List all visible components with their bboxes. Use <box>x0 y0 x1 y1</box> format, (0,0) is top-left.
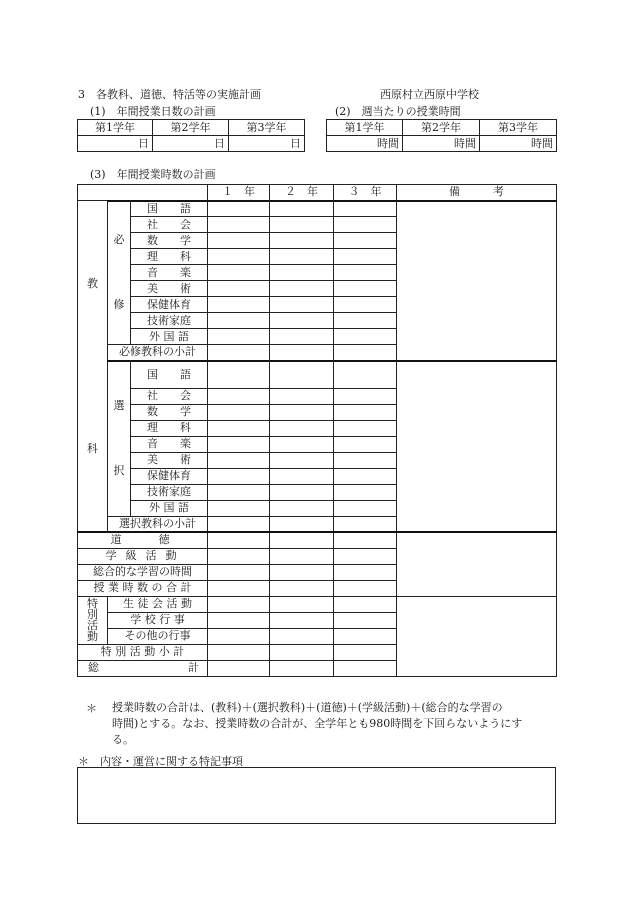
weekly-hours-title: (2) 週当たりの授業時間 <box>335 105 461 118</box>
hours-input-cell[interactable] <box>208 233 270 249</box>
section-heading: 3 各教科、道徳、特活等の実施計画 <box>78 88 261 101</box>
hours-input-cell[interactable] <box>270 313 334 329</box>
hours-input-cell[interactable] <box>334 516 397 532</box>
grade-header: 第1学年 <box>78 120 153 136</box>
grand-total-label: 総 計 <box>78 660 208 676</box>
subject-label: 音 楽 <box>131 436 208 452</box>
hours-input-cell[interactable] <box>270 500 334 516</box>
col-header-remarks: 備 考 <box>397 185 557 201</box>
hours-input-cell[interactable] <box>270 452 334 468</box>
hours-cell[interactable] <box>403 136 480 152</box>
annual-hours-table <box>77 184 557 677</box>
note-mark: ＊ <box>86 702 97 715</box>
hours-input-cell[interactable] <box>208 388 270 404</box>
hours-input-cell[interactable] <box>270 484 334 500</box>
hours-input-cell[interactable] <box>270 420 334 436</box>
grade-header: 第2学年 <box>153 120 229 136</box>
unit-label: 時間 <box>454 136 476 150</box>
remarks-cell[interactable] <box>397 532 557 596</box>
hours-input-cell[interactable] <box>208 329 270 345</box>
subject-label: 理 科 <box>131 420 208 436</box>
hours-input-cell[interactable] <box>270 612 334 628</box>
hours-input-cell[interactable] <box>270 388 334 404</box>
note-line: る。 <box>112 733 134 746</box>
table-row <box>78 532 557 548</box>
hours-input-cell[interactable] <box>270 436 334 452</box>
hours-input-cell[interactable] <box>334 660 397 676</box>
hours-input-cell[interactable] <box>270 217 334 233</box>
hours-input-cell[interactable] <box>270 516 334 532</box>
hours-input-cell[interactable] <box>208 281 270 297</box>
header-blank <box>78 185 208 201</box>
subject-label: 社 会 <box>131 388 208 404</box>
subject-label: 技術家庭 <box>131 484 208 500</box>
hours-input-cell[interactable] <box>208 297 270 313</box>
hours-input-cell[interactable] <box>270 249 334 265</box>
hours-input-cell[interactable] <box>334 249 397 265</box>
unit-label: 時間 <box>377 136 399 150</box>
hours-input-cell[interactable] <box>208 361 270 389</box>
hours-input-cell[interactable] <box>334 233 397 249</box>
col-header-grade3: ３ 年 <box>334 185 397 201</box>
subject-label: 国 語 <box>131 361 208 389</box>
hours-input-cell[interactable] <box>334 329 397 345</box>
col-header-grade2: ２ 年 <box>270 185 334 201</box>
hours-input-cell[interactable] <box>334 345 397 361</box>
subject-label: 数 学 <box>131 404 208 420</box>
hours-input-cell[interactable] <box>208 580 270 596</box>
remarks-cell[interactable] <box>397 361 557 533</box>
hours-input-cell[interactable] <box>208 404 270 420</box>
hours-input-cell[interactable] <box>270 580 334 596</box>
subject-label: 美 術 <box>131 452 208 468</box>
hours-input-cell[interactable] <box>334 628 397 644</box>
subject-label: 社 会 <box>131 217 208 233</box>
subject-label: 数 学 <box>131 233 208 249</box>
hours-input-cell[interactable] <box>270 281 334 297</box>
hours-input-cell[interactable] <box>334 436 397 452</box>
hours-input-cell[interactable] <box>270 532 334 548</box>
special-item-label: その他の行事 <box>108 628 208 644</box>
hours-input-cell[interactable] <box>208 660 270 676</box>
class-activity-label: 学 級 活 動 <box>78 548 208 564</box>
hours-input-cell[interactable] <box>334 201 397 217</box>
hours-input-cell[interactable] <box>208 468 270 484</box>
hours-input-cell[interactable] <box>208 612 270 628</box>
weekly-hours-table <box>326 119 557 152</box>
hours-input-cell[interactable] <box>334 297 397 313</box>
hours-input-cell[interactable] <box>334 612 397 628</box>
hours-input-cell[interactable] <box>334 404 397 420</box>
special-activity-label: 特 別 活 動 <box>78 596 108 644</box>
hours-input-cell[interactable] <box>334 500 397 516</box>
hours-input-cell[interactable] <box>334 217 397 233</box>
hours-input-cell[interactable] <box>270 297 334 313</box>
hours-input-cell[interactable] <box>208 217 270 233</box>
hours-input-cell[interactable] <box>208 265 270 281</box>
required-subtotal-label: 必修教科の小計 <box>108 345 208 361</box>
hours-input-cell[interactable] <box>334 564 397 580</box>
remarks-cell[interactable] <box>397 596 557 676</box>
hours-input-cell[interactable] <box>270 201 334 217</box>
hours-input-cell[interactable] <box>208 484 270 500</box>
hours-input-cell[interactable] <box>208 596 270 612</box>
hours-input-cell[interactable] <box>334 548 397 564</box>
hours-input-cell[interactable] <box>208 201 270 217</box>
hours-input-cell[interactable] <box>334 281 397 297</box>
col-header-grade1: １ 年 <box>208 185 270 201</box>
integrated-study-label: 総合的な学習の時間 <box>78 564 208 580</box>
hours-input-cell[interactable] <box>334 644 397 660</box>
subject-label: 音 楽 <box>131 265 208 281</box>
hours-input-cell[interactable] <box>208 628 270 644</box>
grade-header: 第3学年 <box>229 120 305 136</box>
hours-input-cell[interactable] <box>208 420 270 436</box>
unit-label: 日 <box>214 136 225 150</box>
grade-header: 第3学年 <box>480 120 557 136</box>
days-cell[interactable] <box>78 136 153 152</box>
hours-input-cell[interactable] <box>270 345 334 361</box>
required-group-label: 必 修 <box>108 201 131 345</box>
unit-label: 日 <box>290 136 301 150</box>
remarks-box[interactable] <box>77 767 556 824</box>
hours-input-cell[interactable] <box>270 361 334 389</box>
subject-label: 理 科 <box>131 249 208 265</box>
hours-input-cell[interactable] <box>270 660 334 676</box>
table-row <box>78 201 557 217</box>
days-plan-title: (1) 年間授業日数の計画 <box>90 105 216 118</box>
remarks-title: ＊ 内容・運営に関する特記事項 <box>78 755 243 768</box>
subject-label: 外 国 語 <box>131 500 208 516</box>
special-item-label: 生 徒 会 活 動 <box>108 596 208 612</box>
hours-input-cell[interactable] <box>270 564 334 580</box>
annual-hours-title: (3) 年間授業時数の計画 <box>90 168 216 181</box>
grade-header: 第2学年 <box>403 120 480 136</box>
elective-subtotal-label: 選択教科の小計 <box>108 516 208 532</box>
hours-input-cell[interactable] <box>270 468 334 484</box>
table-row <box>78 361 557 389</box>
remarks-cell[interactable] <box>397 201 557 361</box>
hours-cell[interactable] <box>327 136 403 152</box>
table-row <box>78 596 557 612</box>
hours-input-cell[interactable] <box>208 452 270 468</box>
hours-input-cell[interactable] <box>334 452 397 468</box>
hours-input-cell[interactable] <box>270 404 334 420</box>
note-text <box>112 700 522 748</box>
hours-input-cell[interactable] <box>208 313 270 329</box>
days-cell[interactable] <box>229 136 305 152</box>
hours-input-cell[interactable] <box>208 500 270 516</box>
kyouka-label: 教 科 <box>78 201 108 533</box>
days-plan-table <box>77 119 305 152</box>
hours-input-cell[interactable] <box>270 233 334 249</box>
hours-input-cell[interactable] <box>334 388 397 404</box>
subject-label: 保健体育 <box>131 297 208 313</box>
hours-input-cell[interactable] <box>270 265 334 281</box>
hours-input-cell[interactable] <box>208 644 270 660</box>
special-item-label: 学 校 行 事 <box>108 612 208 628</box>
hours-input-cell[interactable] <box>334 468 397 484</box>
hours-input-cell[interactable] <box>208 548 270 564</box>
hours-input-cell[interactable] <box>208 249 270 265</box>
hours-input-cell[interactable] <box>270 548 334 564</box>
hours-input-cell[interactable] <box>208 345 270 361</box>
hours-input-cell[interactable] <box>334 361 397 389</box>
note-line: 授業時数の合計は、(教科)＋(選択教科)＋(道徳)＋(学級活動)＋(総合的な学習の <box>112 701 503 714</box>
unit-label: 時間 <box>531 136 553 150</box>
subject-label: 保健体育 <box>131 468 208 484</box>
unit-label: 日 <box>138 136 149 150</box>
hours-input-cell[interactable] <box>208 436 270 452</box>
note-line: 時間)とする。なお、授業時数の合計が、全学年とも980時間を下回らないようにす <box>112 717 523 730</box>
hours-cell[interactable] <box>480 136 557 152</box>
hours-input-cell[interactable] <box>334 580 397 596</box>
hours-input-cell[interactable] <box>334 265 397 281</box>
subject-label: 外 国 語 <box>131 329 208 345</box>
grade-header: 第1学年 <box>327 120 403 136</box>
hours-input-cell[interactable] <box>334 420 397 436</box>
hours-input-cell[interactable] <box>208 564 270 580</box>
school-name: 西原村立西原中学校 <box>380 88 479 101</box>
days-cell[interactable] <box>153 136 229 152</box>
hours-input-cell[interactable] <box>334 484 397 500</box>
hours-input-cell[interactable] <box>208 532 270 548</box>
hours-input-cell[interactable] <box>334 313 397 329</box>
hours-input-cell[interactable] <box>270 596 334 612</box>
elective-group-label: 選 択 <box>108 361 131 517</box>
hours-input-cell[interactable] <box>334 532 397 548</box>
hours-input-cell[interactable] <box>208 516 270 532</box>
subject-label: 美 術 <box>131 281 208 297</box>
moral-label: 道 徳 <box>78 532 208 548</box>
hours-input-cell[interactable] <box>270 628 334 644</box>
hours-input-cell[interactable] <box>270 329 334 345</box>
hours-input-cell[interactable] <box>334 596 397 612</box>
hours-input-cell[interactable] <box>270 644 334 660</box>
subject-label: 技術家庭 <box>131 313 208 329</box>
total-lesson-hours-label: 授 業 時 数 の 合 計 <box>78 580 208 596</box>
subject-label: 国 語 <box>131 201 208 217</box>
special-subtotal-label: 特 別 活 動 小 計 <box>78 644 208 660</box>
